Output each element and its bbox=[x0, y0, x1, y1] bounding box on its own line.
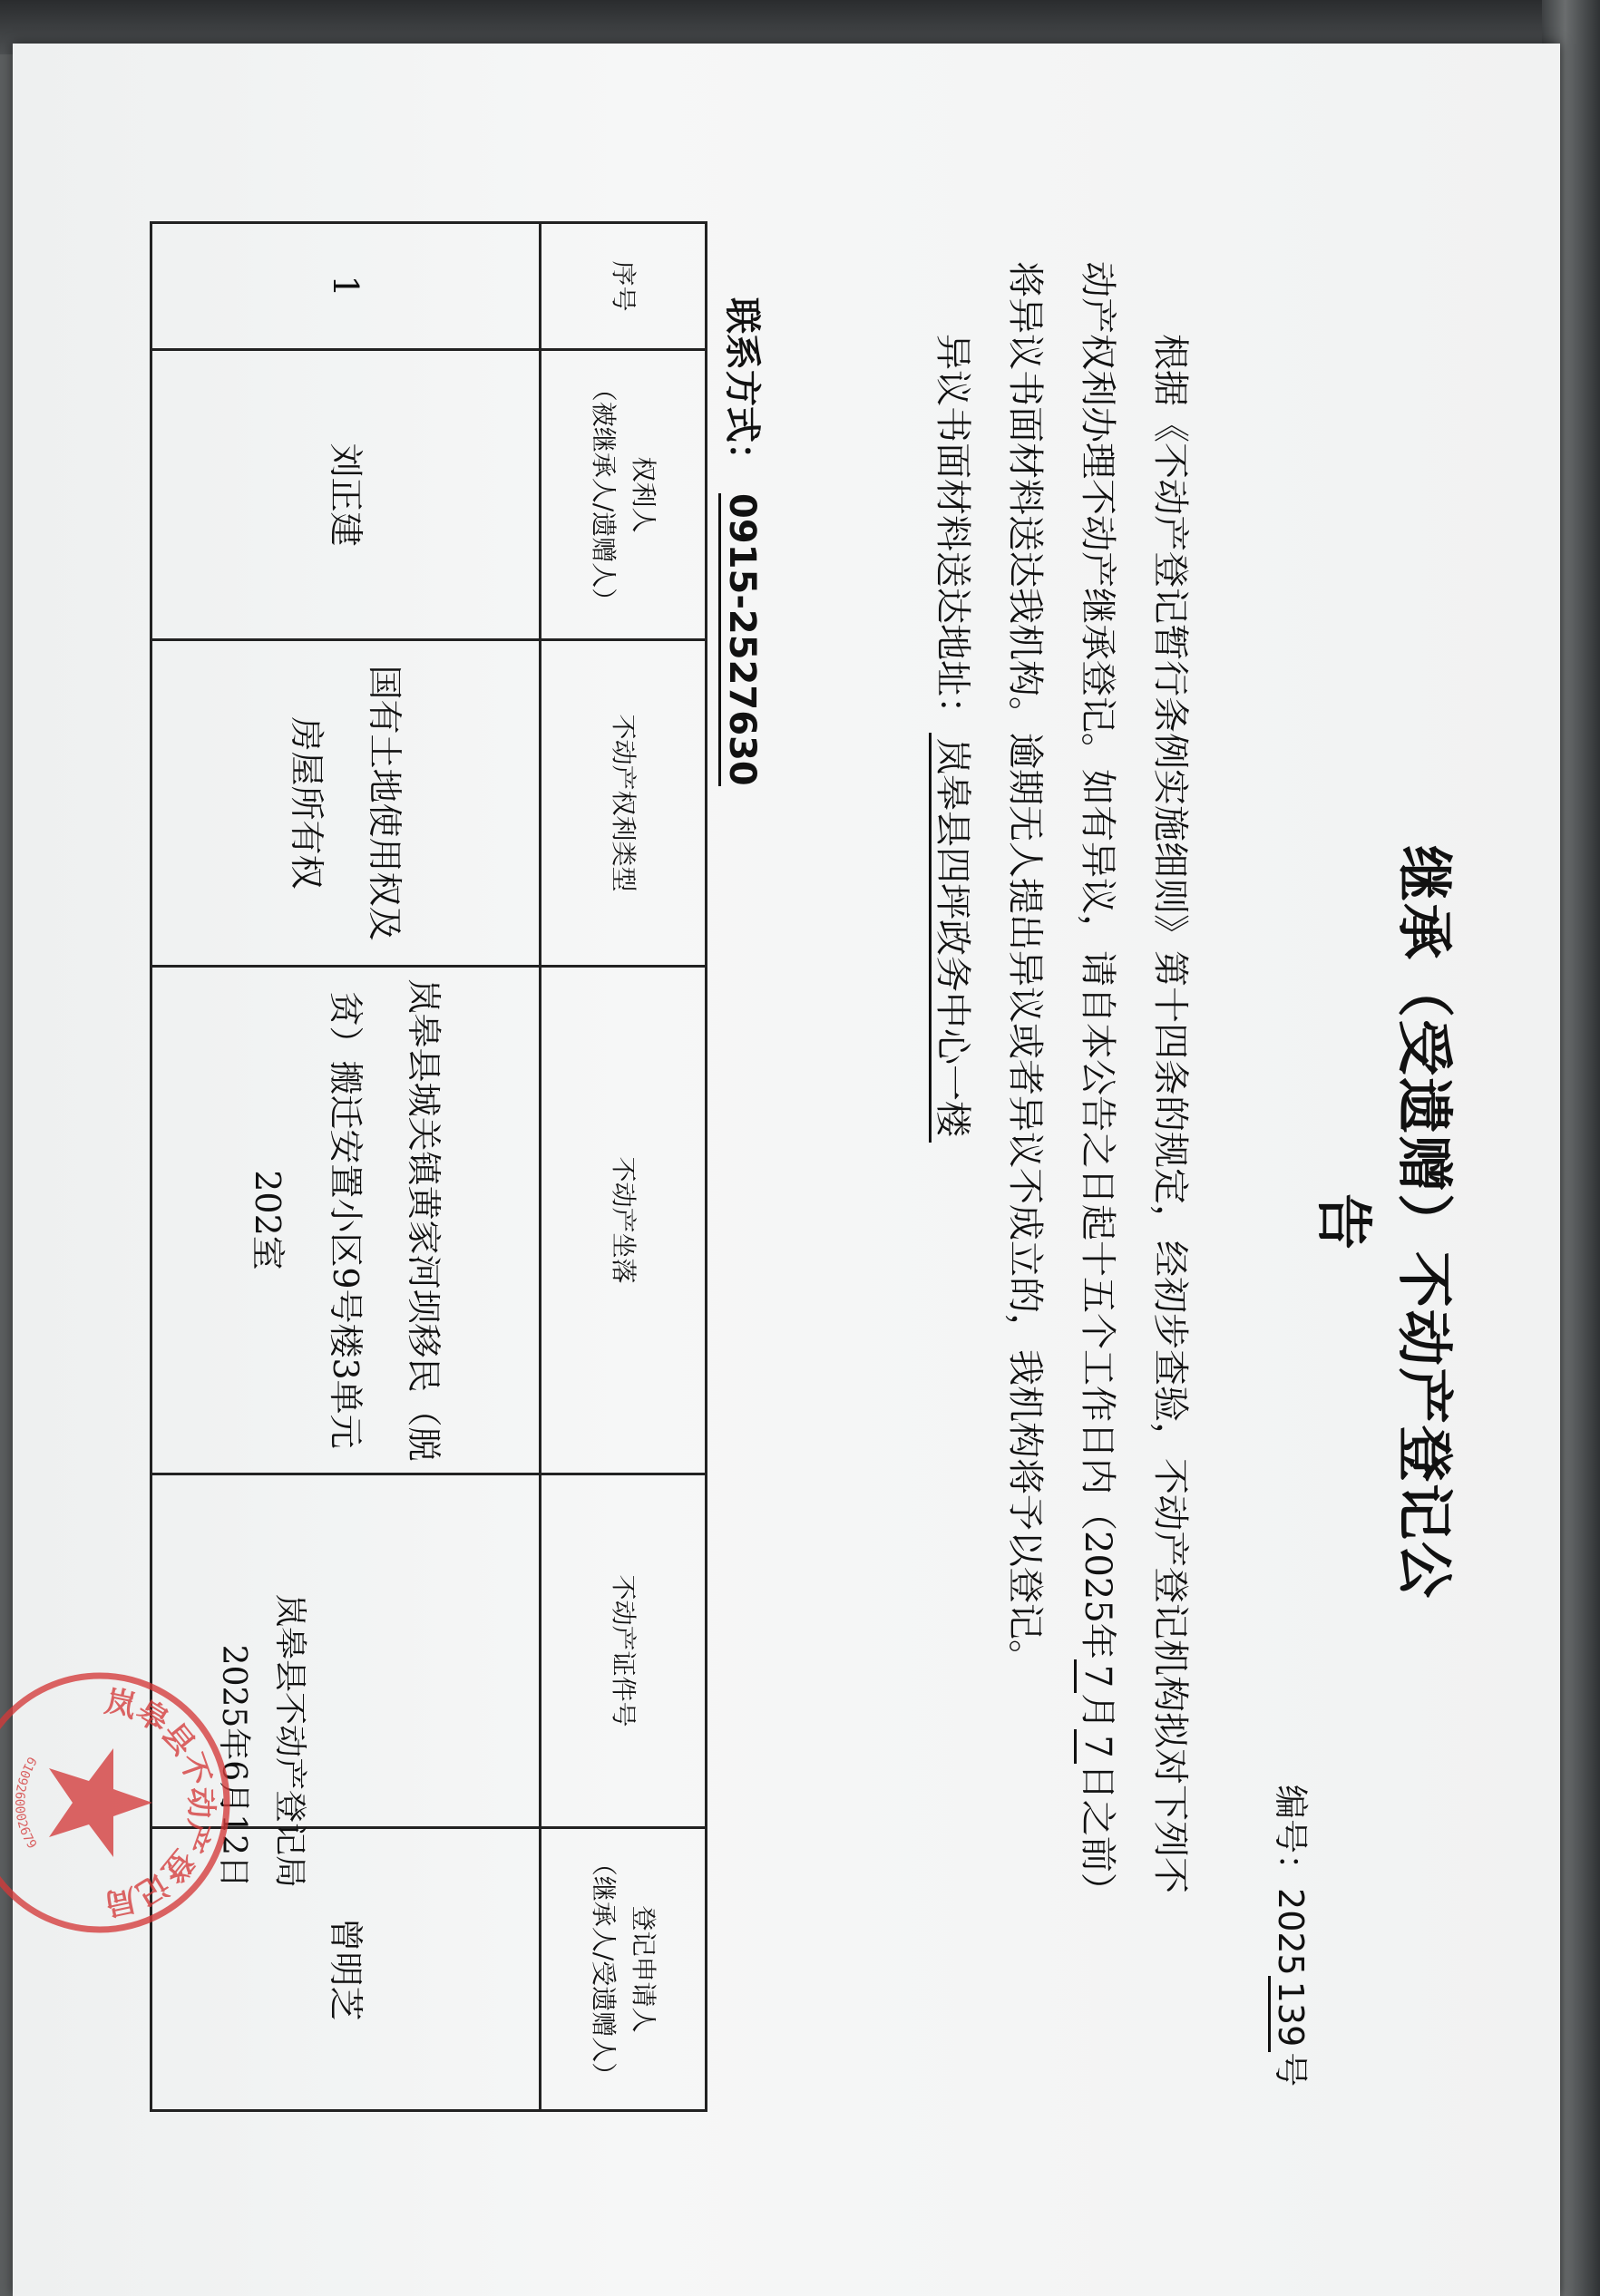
cell-location: 岚皋县城关镇黄家河坝移民（脱贫）搬迁安置小区9号楼3单元202室 bbox=[151, 967, 541, 1474]
contact-phone: 0915-2527630 bbox=[718, 493, 763, 786]
deadline-month: 7 bbox=[1074, 1659, 1118, 1693]
header-applicant: 登记申请人 （继承人/受遗赠人） bbox=[541, 1828, 707, 2111]
cell-right-type: 国有土地使用权及房屋所有权 bbox=[151, 640, 541, 967]
cell-applicant: 曾明芝 bbox=[151, 1828, 541, 2111]
notice-paragraph bbox=[989, 261, 1206, 1893]
address-line bbox=[916, 261, 989, 1893]
header-right-holder: 权利人 （被继承人/遗赠人） bbox=[541, 350, 707, 640]
notice-body bbox=[916, 261, 1206, 1893]
deadline-day: 7 bbox=[1074, 1729, 1118, 1763]
signature-org: 岚皋县不动产登记局 bbox=[271, 1594, 308, 1889]
contact-label: 联系方式： bbox=[721, 297, 763, 479]
header-cert-no: 不动产证件号 bbox=[541, 1474, 707, 1828]
cell-index: 1 bbox=[151, 223, 541, 350]
header-location: 不动产坐落 bbox=[541, 967, 707, 1474]
seal-text: 岚皋县不动产登记局 bbox=[102, 1683, 219, 1922]
header-index: 序号 bbox=[541, 223, 707, 350]
month-label: 月 bbox=[1077, 1693, 1118, 1730]
para-text-end: 日之前）将异议书面材料送达我机构。逾期无人提出异议或者异议不成立的，我机构将予以登记。 bbox=[1004, 261, 1118, 1891]
svg-text:6109260002679 bbox=[12, 1754, 39, 1852]
address-value: 岚皋县四坪政务中心一楼 bbox=[929, 733, 973, 1143]
cell-right-holder: 刘正建 bbox=[151, 350, 541, 640]
notice-title: 继承（受遗赠）不动产登记公告 bbox=[1311, 844, 1458, 1600]
address-label: 异议书面材料送达地址： bbox=[932, 334, 973, 733]
official-seal-stamp bbox=[0, 1667, 236, 1939]
number-value: 139 bbox=[1268, 1976, 1311, 2053]
para-text: 根据《不动产登记暂行条例实施细则》第十四条的规定，经初步查验，不动产登记机构拟对下列不动产权利办理不动产继承登记。如有异议，请自本公告之日起十五个工作日内（2025年 bbox=[1077, 261, 1191, 1893]
number-year: 2025 bbox=[1271, 1888, 1311, 1976]
header-right-type: 不动产权利类型 bbox=[541, 640, 707, 967]
signature-date: 2025年6月12日 bbox=[215, 1644, 252, 1889]
number-suffix: 号 bbox=[1271, 2052, 1311, 2087]
table-header-row bbox=[541, 223, 707, 2111]
notice-paper bbox=[13, 44, 1560, 2296]
document-number bbox=[1268, 1785, 1319, 2087]
seal-code: 6109260002679 bbox=[12, 1754, 40, 1852]
rotated-document bbox=[13, 44, 1560, 2296]
number-prefix: 编号： bbox=[1271, 1785, 1311, 1889]
contact-line bbox=[719, 297, 771, 786]
seal-star-icon bbox=[49, 1748, 152, 1857]
